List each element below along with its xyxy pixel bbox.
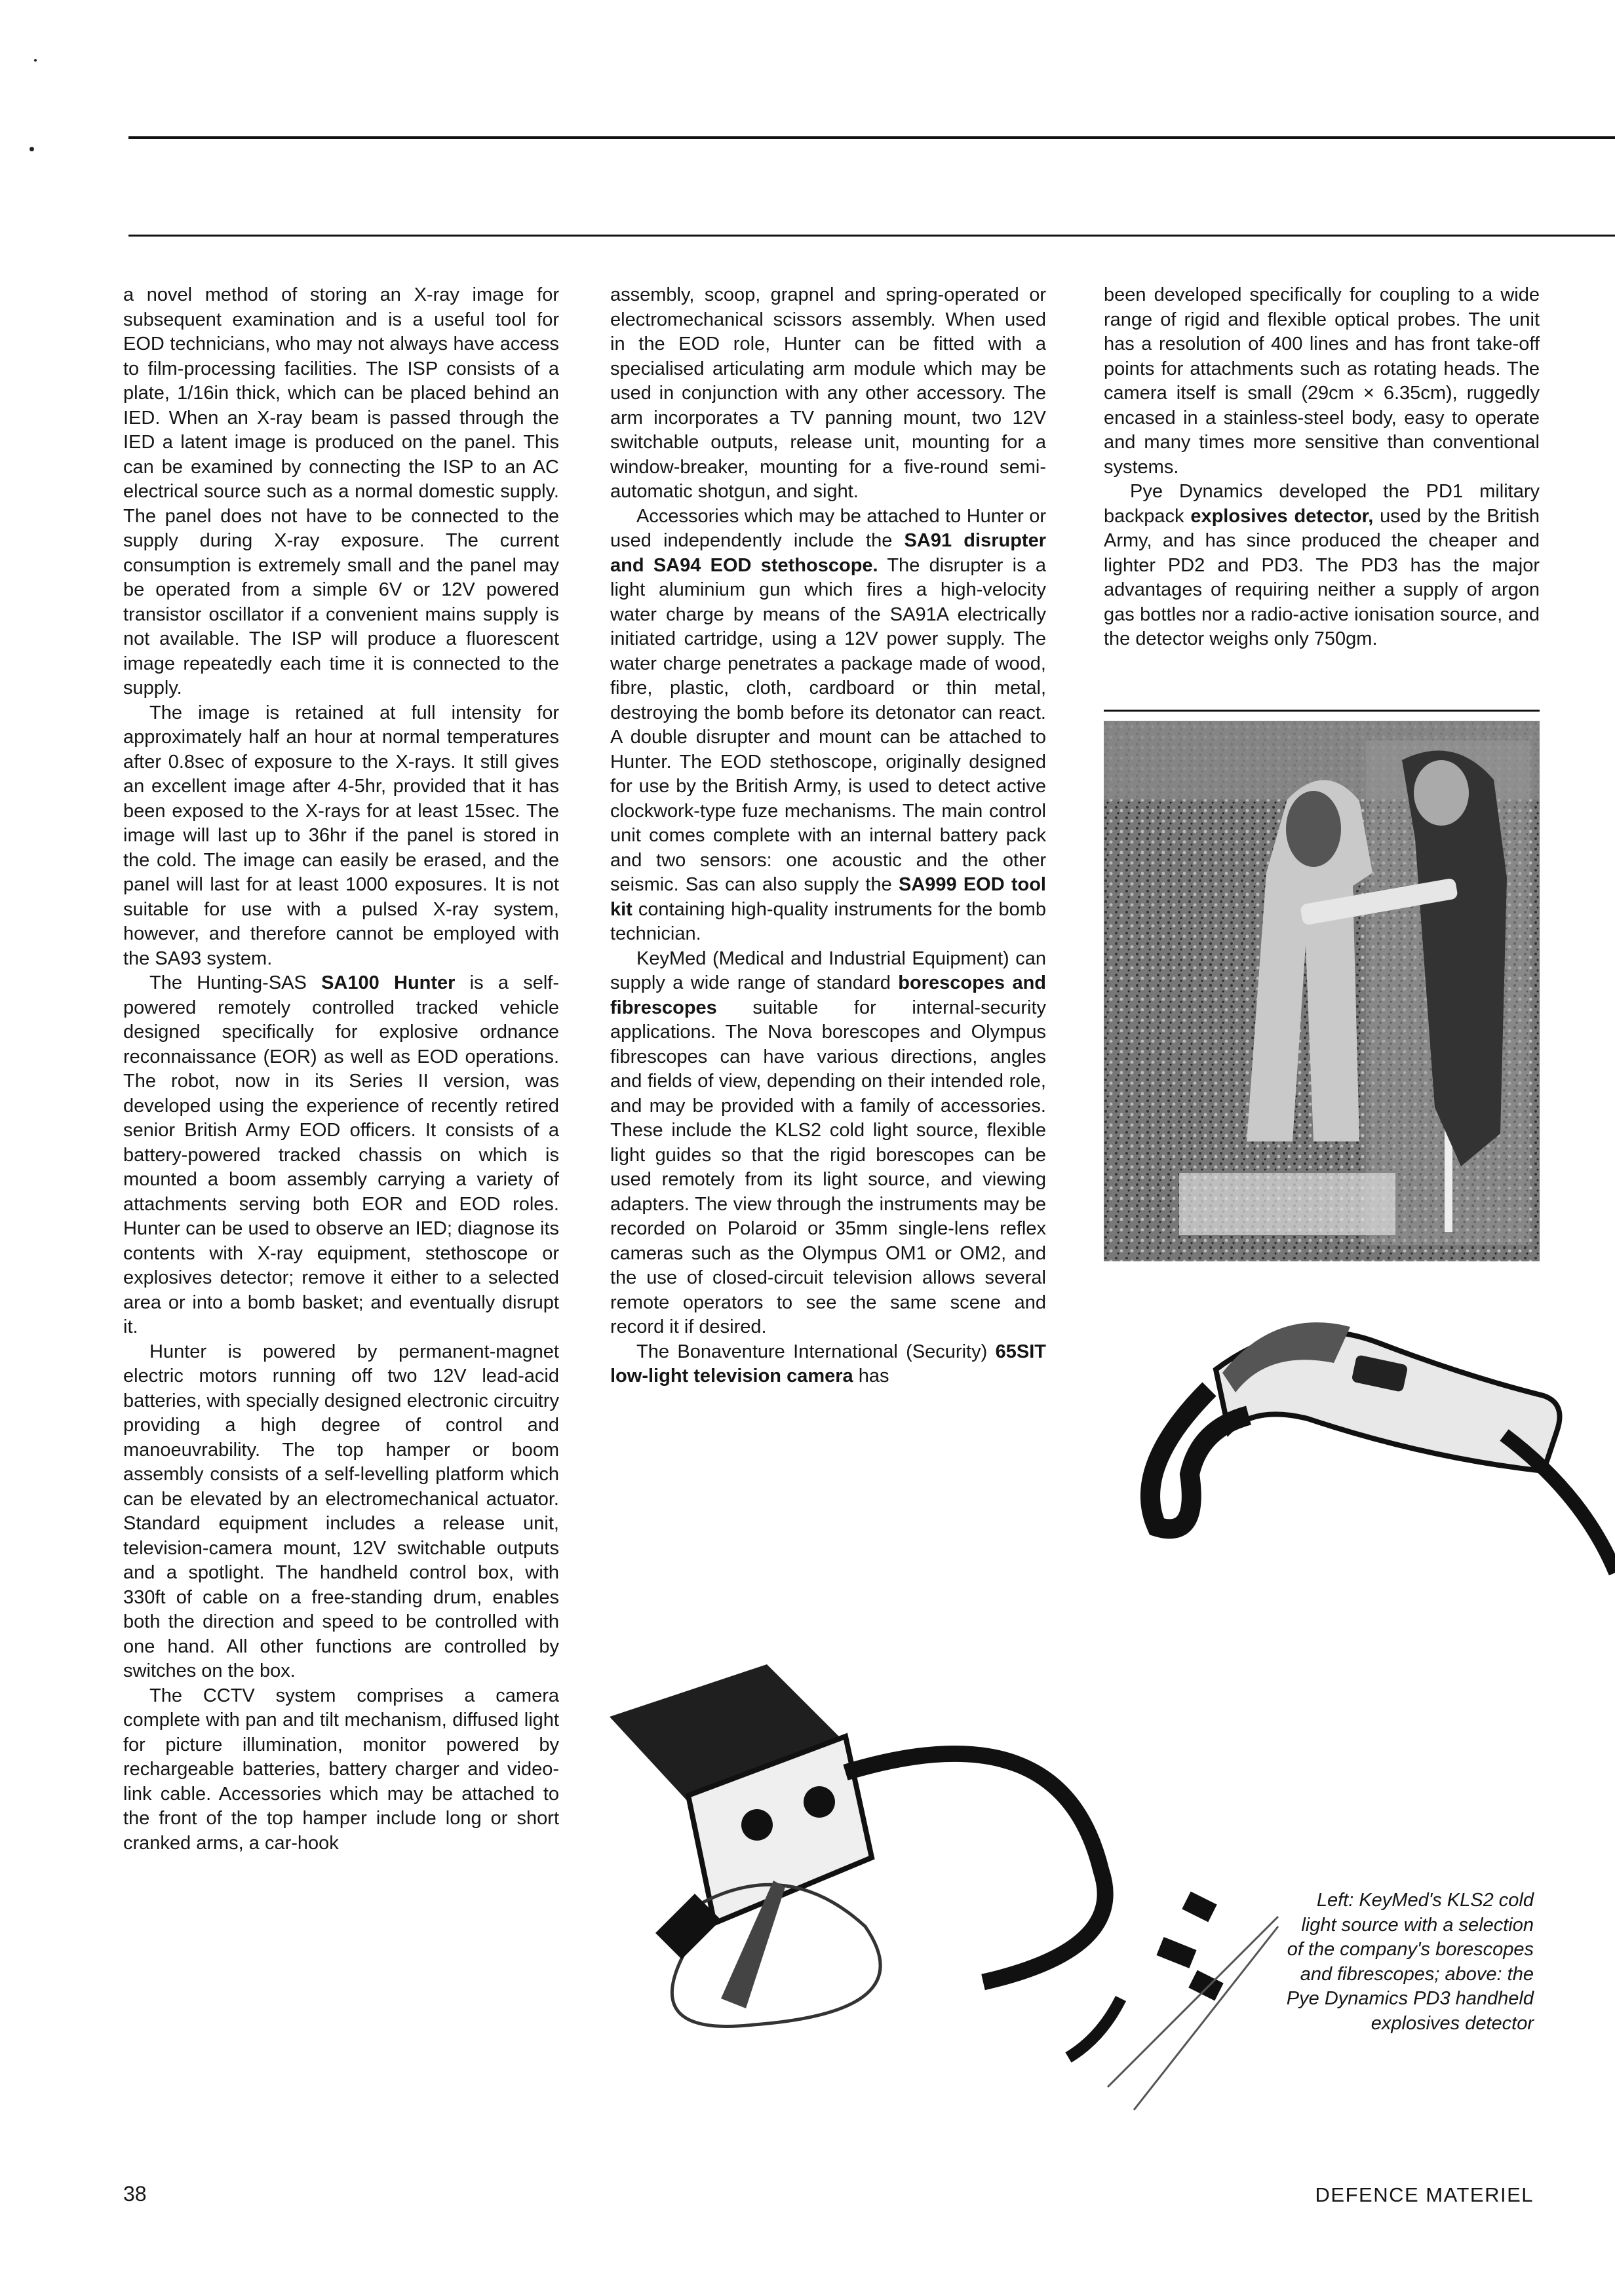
paragraph-keymed bbox=[610, 947, 1046, 1340]
product-name: SA91 disrupter and SA94 EOD stethoscope. bbox=[610, 530, 1046, 576]
product-name: SA100 Hunter bbox=[321, 972, 456, 993]
running-title: DEFENCE MATERIEL bbox=[1315, 2183, 1534, 2206]
text-run: Accessories which may be attached to Hunter or used independently include the bbox=[610, 505, 1046, 551]
scan-speck bbox=[34, 59, 37, 62]
paragraph-pye-dynamics bbox=[1104, 480, 1540, 652]
paragraph-isp: a novel method of storing an X-ray image for subsequent examination and is a useful tool for EOD technicians, who may not always have access to film-processing facilities. The ISP consists of a plate, 1/16in thick, which can be placed behind an IED. When an X-ray beam is passed through the IED a latent image is produced on the panel. This can be examined by connecting the ISP to an AC electrical source such as a normal domestic supply. The panel does not have to be connected to the supply during X-ray exposure. The current consumption is extremely small and the panel may be operated from a simple 6V or 12V powered transistor oscillator if a convenient mains supply is not available. The ISP will produce a fluorescent image repeatedly each time it is connected to the supply. bbox=[123, 284, 559, 698]
photo-rule bbox=[1104, 710, 1540, 712]
text-run: containing high-quality instruments for the bomb technician. bbox=[610, 898, 1046, 944]
text-column-2 bbox=[610, 283, 1046, 1389]
photo-two-men-detector bbox=[1104, 721, 1540, 1261]
paragraph-cctv: The CCTV system comprises a camera complete with pan and tilt mechanism, diffused light for picture illumination, monitor powered by rechargeable batteries, battery charger and video-link cable. Accessories which may be attached to the front of the top hamper include long or short cranked arms, a car-hook bbox=[123, 1685, 559, 1854]
text-column-1 bbox=[123, 283, 559, 1856]
paragraph-disrupter bbox=[610, 505, 1046, 947]
paragraph-image-retention: The image is retained at full intensity for approximately half an hour at normal temperatures after 0.8sec of exposure to the X-rays. It still gives an excellent image after 4-5hr, provided that it has been exposed to the X-rays for at least 15sec. The image will last up to 36hr if the panel is stored in the cold. The image can easily be erased, and the panel will last for at least 1000 exposures. It is not suitable for use with a pulsed X-ray system, however, and therefore cannot be employed with the SA93 system. bbox=[123, 702, 559, 969]
text-run: The disrupter is a light aluminium gun which fires a high-velocity water charge by means of the SA91A electrically initiated cartridge, using a 12V power supply. The water charge penetrates a package made of wood, fibre, plastic, cloth, cardboard or thin metal, destroying the bomb before its detonator can react. A double disrupter and mount can be attached to Hunter. The EOD stethoscope, originally designed for use by the British Army, is used to detect active clockwork-type fuze mechanisms. The main control unit comes complete with an internal battery pack and two sensors: one acoustic and the other seismic. Sas can also supply the bbox=[610, 554, 1046, 895]
scan-speck bbox=[29, 147, 34, 151]
text-column-3 bbox=[1104, 283, 1540, 652]
text-run: KeyMed (Medical and Industrial Equipment) can supply a wide range of standard bbox=[610, 947, 1046, 993]
text-run: The Hunting-SAS bbox=[149, 972, 322, 993]
text-run: is a self-powered remotely controlled tracked vehicle designed specifically for explosive ordnance reconnaissance (EOR) as well as EOD operations. The robot, now in its Series II version, was developed using the experience of recently retired senior British Army EOD officers. It consists of a battery-powered tracked chassis on which is mounted a boom assembly carrying a variety of attachments serving both EOR and EOD roles. Hunter can be used to observe an IED; diagnose its contents with X-ray equipment, stethoscope or explosives detector; remove it either to a selected area or into a bomb basket; and eventually disrupt it. bbox=[123, 972, 560, 1337]
product-name: 65SIT low-light television camera bbox=[610, 1341, 1046, 1387]
text-run: used by the British Army, and has since produced the cheaper and lighter PD2 and PD3. The PD3 has the major advantages of requiring neither a supply of argon gas bottles nor a radio-active ionisation source, and the detector weighs only 750gm. bbox=[1104, 505, 1540, 649]
photo-keymed-kls2-kit bbox=[610, 1651, 1317, 2130]
top-rule bbox=[128, 136, 1615, 139]
paragraph-hunter-intro bbox=[123, 971, 559, 1340]
kit-illustration bbox=[610, 1651, 1317, 2130]
header-rule bbox=[128, 235, 1615, 237]
detector-illustration bbox=[1111, 1291, 1615, 1605]
photo-pd3-detector bbox=[1111, 1291, 1615, 1605]
paragraph-bonaventure bbox=[610, 1340, 1046, 1389]
product-name: borescopes and fibrescopes bbox=[610, 972, 1046, 1018]
paragraph-camera: been developed specifically for coupling to a wide range of rigid and flexible optical probes. The unit has a resolution of 400 lines and has front take-off points for attachments such as rotating heads. The camera itself is small (29cm × 6.35cm), ruggedly encased in a stainless-steel body, easy to operate and many times more sensitive than conventional systems. bbox=[1104, 284, 1540, 478]
paragraph-hunter-accessories: assembly, scoop, grapnel and spring-operated or electromechanical scissors assembly. When used in the EOD role, Hunter can be fitted with a specialised articulating arm module which may be used in conjunction with any other accessory. The arm incorporates a TV panning mount, two 12V switchable outputs, release unit, mounting for a window-breaker, mounting for a five-round semi-automatic shotgun, and sight. bbox=[610, 284, 1046, 502]
text-run: The Bonaventure International (Security) bbox=[636, 1341, 996, 1362]
product-name: SA999 EOD tool kit bbox=[610, 874, 1046, 920]
text-run: has bbox=[853, 1366, 889, 1387]
text-run: Pye Dynamics developed the PD1 military backpack bbox=[1104, 481, 1540, 527]
photo-illustration bbox=[1104, 721, 1540, 1261]
text-run: suitable for internal-security applications. The Nova borescopes and Olympus fibrescopes can have various directions, angles and fields of view, depending on their intended role, and may be provided with a family of accessories. These include the KLS2 cold light source, flexible light guides so that the rigid borescopes can be used remotely from its light source, and viewing adapters. The view through the instruments may be recorded on Polaroid or 35mm single-lens reflex cameras such as the Olympus OM1 or OM2, and the use of closed-circuit television allows several remote operators to see the same scene and record it if desired. bbox=[610, 997, 1046, 1337]
figure-caption: Left: KeyMed's KLS2 cold light source with a selection of the company's borescopes and fibrescopes; above: the Pye Dynamics PD3 handheld explosives detector bbox=[1286, 1890, 1534, 2034]
paragraph-hunter-power: Hunter is powered by permanent-magnet electric motors running off two 12V lead-acid batteries, with specially designed electronic circuitry providing a high degree of control and manoeuvrability. The top hamper or boom assembly consists of a self-levelling platform which can be elevated by an electromechanical actuator. Standard equipment includes a release unit, television-camera mount, 12V switchable outputs and a spotlight. The handheld control box, with 330ft of cable on a free-standing drum, enables both the direction and speed to be controlled with one hand. All other functions are controlled by switches on the box. bbox=[123, 1341, 559, 1681]
product-name: explosives detector, bbox=[1190, 505, 1374, 527]
page-number: 38 bbox=[123, 2182, 147, 2206]
